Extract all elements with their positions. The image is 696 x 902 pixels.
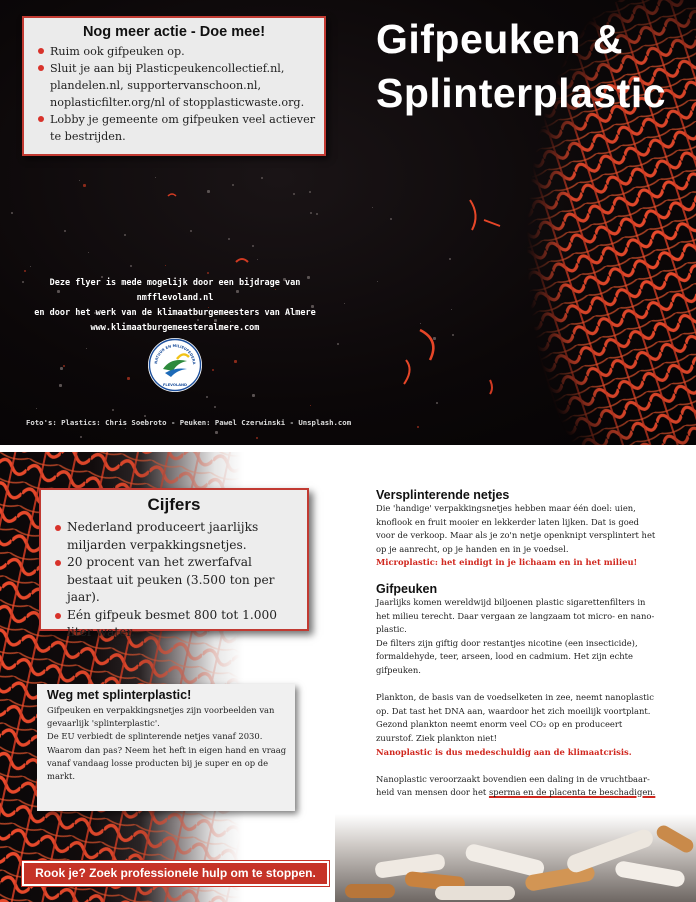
sponsor-url: www.klimaatburgemeesteralmere.com [90, 323, 260, 333]
netjes-heading: Versplinterende netjes [376, 488, 510, 502]
svg-text:NATUUR EN MILIEUFEDERATIE: NATUUR EN MILIEUFEDERA [153, 343, 197, 365]
article-column [376, 488, 676, 800]
underlined-phrase: sperma en de placenta te beschadigen. [488, 787, 656, 798]
list-item: Nederland produceert jaarlijks miljarden verpakkingsnetjes. [55, 519, 299, 554]
list-item: Eén gifpeuk besmet 800 tot 1.000 liter water. [55, 607, 299, 642]
microplastic-warning: Microplastic: het eindigt in je lichaam en in het milieu! [376, 557, 638, 568]
splinterplastic-box [37, 684, 295, 811]
splinterplastic-title: Weg met splinterplastic! [47, 688, 192, 702]
flyer-title [376, 12, 691, 120]
nmf-flevoland-logo [147, 337, 203, 393]
svg-text:FLEVOLAND: FLEVOLAND [162, 383, 188, 387]
sponsor-line: en door het werk van de klimaatburgemeesters van Almere [34, 308, 316, 318]
sponsor-line: Deze flyer is mede mogelijk door een bijdrage van nmfflevoland.nl [49, 278, 301, 303]
fertility-text: Nanoplastic veroorzaakt bovendien een daling in de vruchtbaar- heid van mensen door het sperma en de placenta te beschadigen. [376, 773, 656, 798]
title-line-2: Splinterplastic [376, 70, 667, 116]
cijfers-box [39, 488, 309, 639]
flyer-front-panel [0, 0, 696, 445]
netjes-text: Die 'handige' verpakkingsnetjes hebben maar één doel: uien, knoflook en fruit mooier en lekkerder laten lijken. Dat is goed voor de verkoop. Maar als je zo'n netje openknipt versplintert het op je aanrecht, op je handen en in je voedsel. [376, 503, 656, 554]
splinterplastic-text: Gifpeuken en verpakkingsnetjes zijn voorbeelden van gevaarlijk 'splinterplastic'. De EU verbiedt de splinterende netjes vanaf 2030. Waarom dan pas? Neem het heft in eigen hand en vraag vanaf vandaag losse producten bij je super en op de markt. [47, 705, 287, 782]
cijfers-list [41, 519, 307, 642]
title-line-1: Gifpeuken & [376, 16, 623, 62]
photo-credit: Foto's: Plastics: Chris Soebroto - Peuken: Pawel Czerwinski - Unsplash.com [26, 418, 352, 427]
action-box-title: Nog meer actie - Doe mee! [82, 24, 266, 40]
gifpeuken-heading: Gifpeuken [376, 581, 438, 596]
sponsor-text [10, 276, 340, 336]
nanoplastic-warning: Nanoplastic is dus medeschuldig aan de klimaatcrisis. [376, 746, 632, 757]
gifpeuken-text-1: Jaarlijks komen wereldwijd biljoenen plastic sigarettenfilters in het milieu terecht. Daar vergaan ze langzaam tot micro- en nano- plastic. De filters zijn giftig door restantjes nicotine (een insecticide), formaldehyde, teer, arseen, lood en cadmium. Het zijn echte gifpeuken. [376, 596, 655, 675]
action-box [22, 16, 326, 156]
cigarette-butts-photo [335, 814, 696, 902]
quit-smoking-banner: Rook je? Zoek professionele hulp om te stoppen. [22, 861, 329, 886]
action-list [24, 43, 324, 145]
flyer-back-panel [0, 452, 696, 902]
list-item: Lobby je gemeente om gifpeuken veel actiever te bestrijden. [38, 111, 316, 145]
list-item: 20 procent van het zwerfafval bestaat uit peuken (3.500 ton per jaar). [55, 554, 299, 607]
list-item: Ruim ook gifpeuken op. [38, 43, 316, 60]
cijfers-title: Cijfers [147, 495, 201, 514]
gifpeuken-text-2: Plankton, de basis van de voedselketen in zee, neemt nanoplastic op. Dat tast het DNA aan, waardoor het zich moeilijk voortplant. Gezond plankton neemt enorm veel CO₂ op en produceert zuurstof. Ziek plankton niet! [376, 692, 654, 743]
list-item: Sluit je aan bij Plasticpeukencollectief.nl, plandelen.nl, supportervanschoon.nl, noplasticfilter.org/nl of stopplasticwaste.org. [38, 60, 316, 111]
